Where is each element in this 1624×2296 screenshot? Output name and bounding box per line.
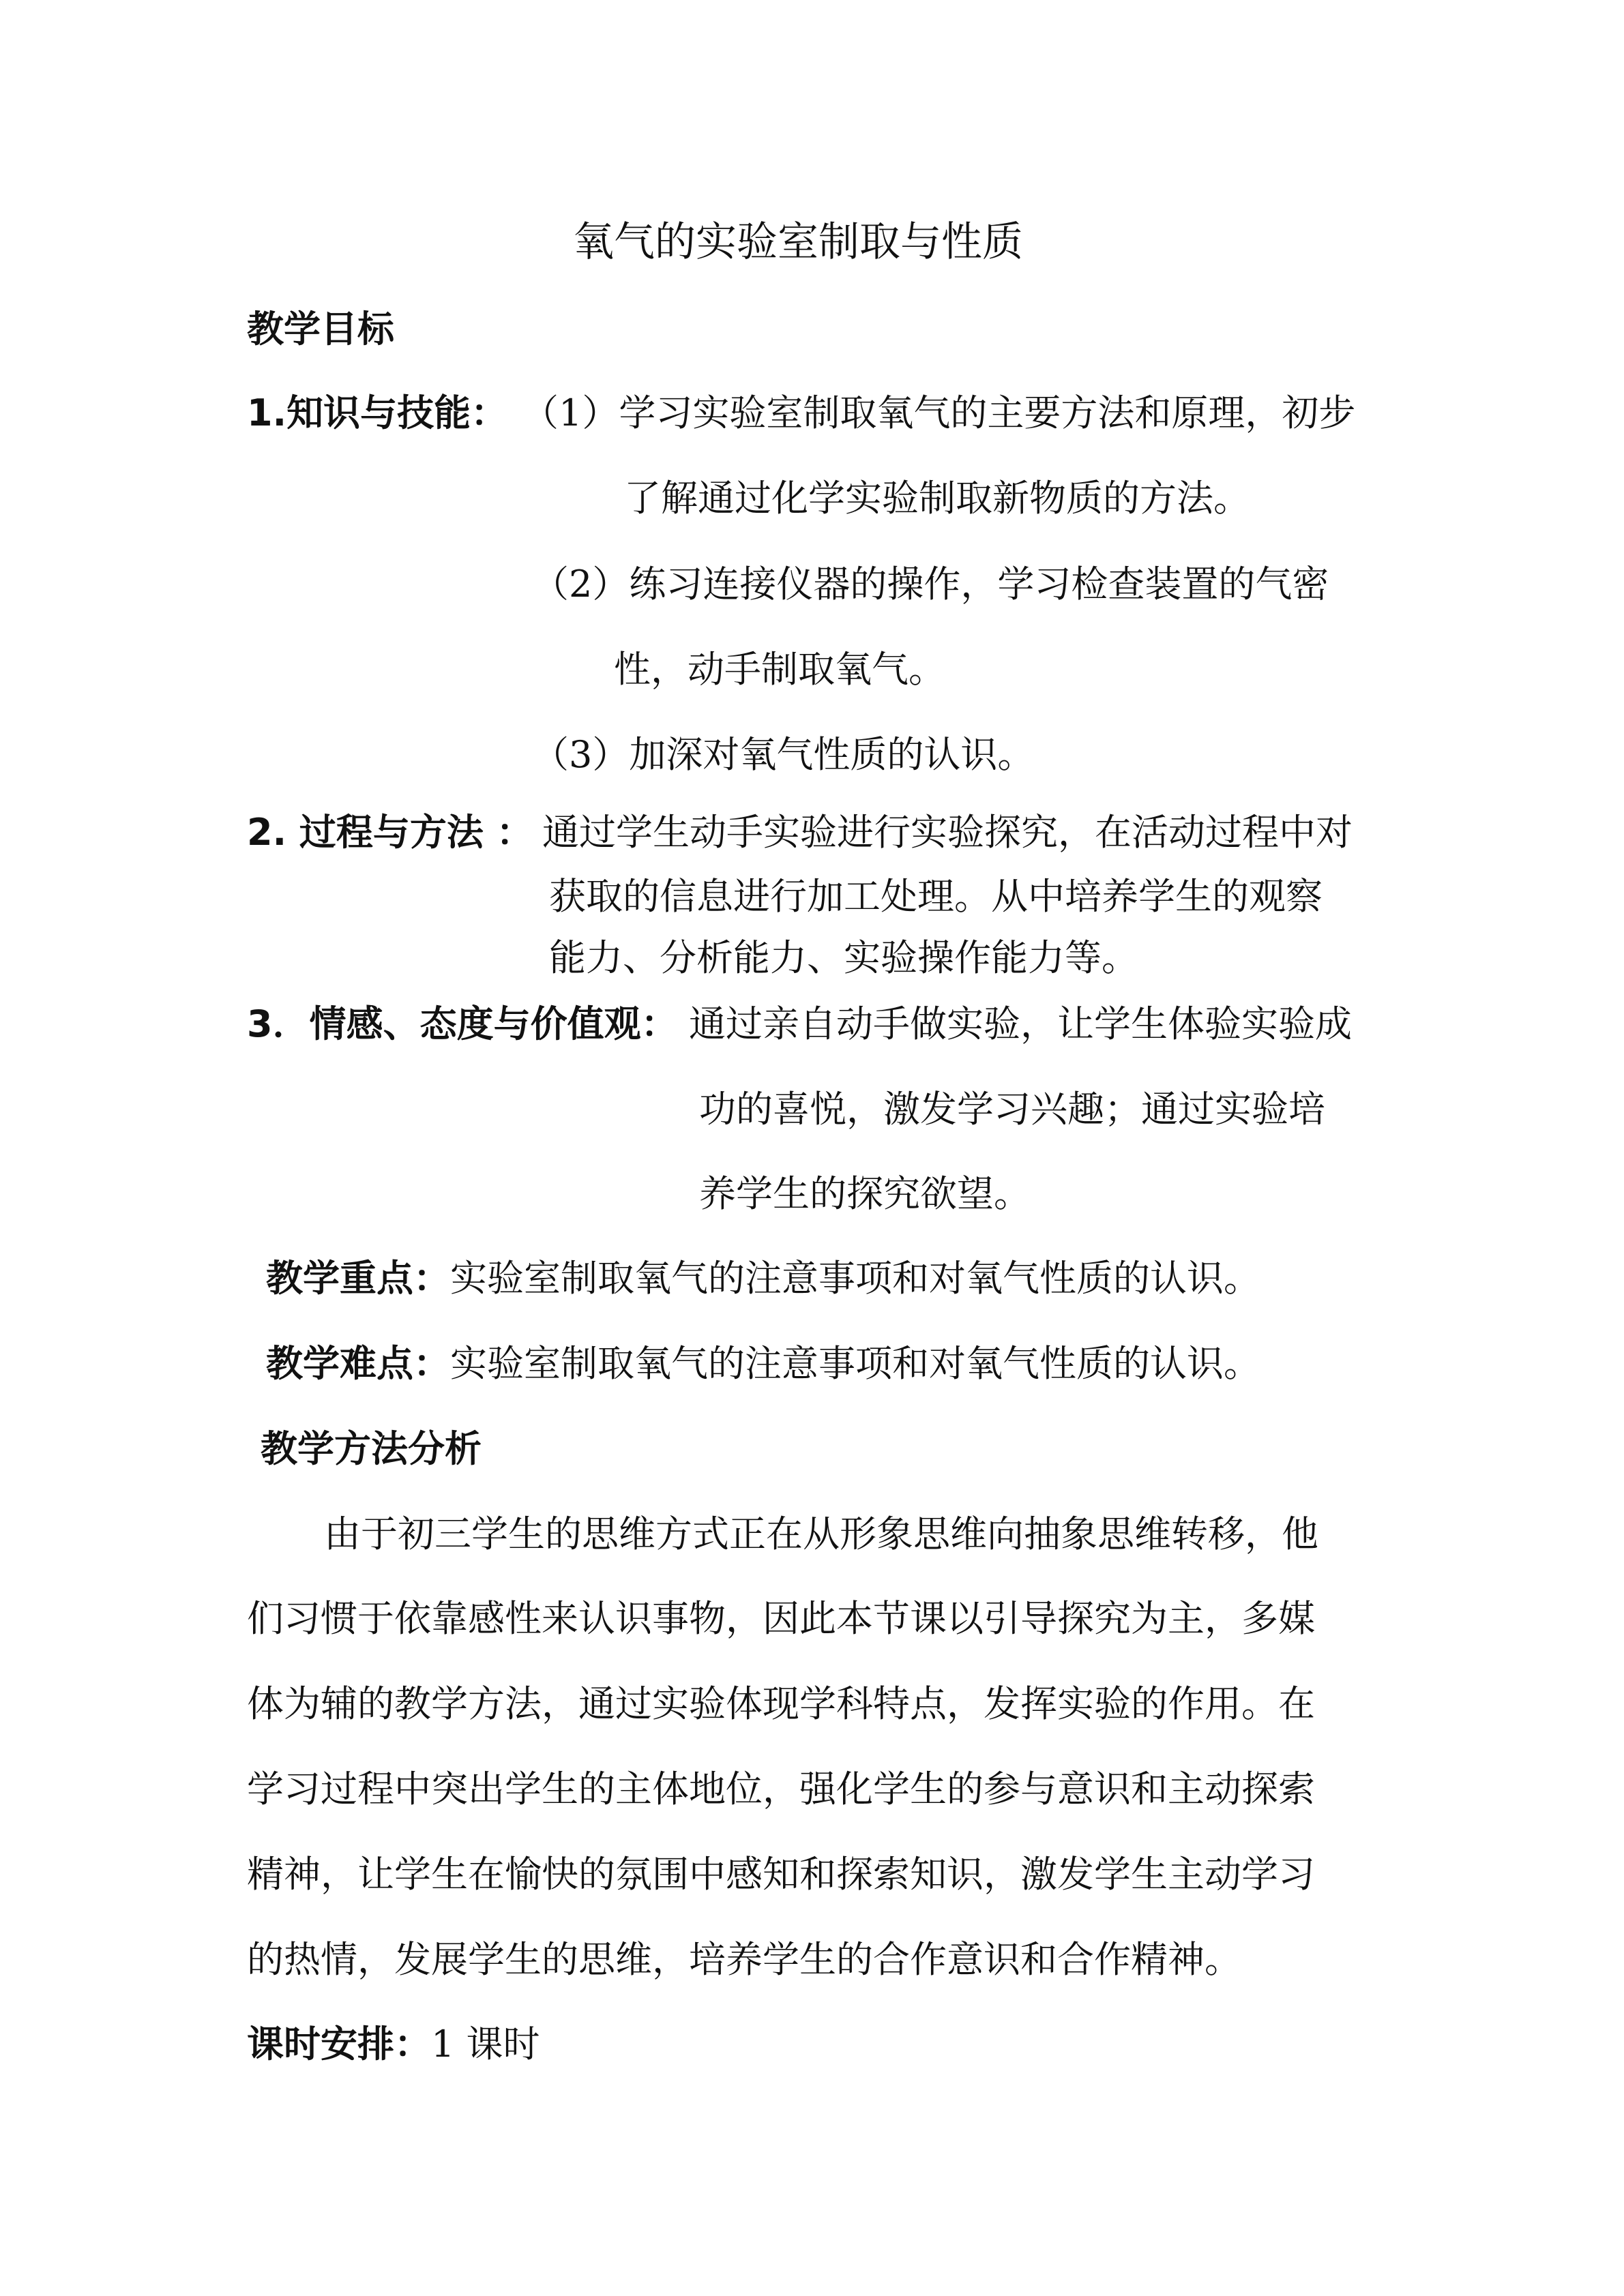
knowledge-item3: （3）加深对氧气性质的认识。 <box>532 733 1035 776</box>
method-line: 由于初三学生的思维方式正在从形象思维向抽象思维转移，他 <box>324 1512 1318 1555</box>
key-point-text: 实验室制取氧气的注意事项和对氧气性质的认识。 <box>450 1257 1260 1300</box>
key-point <box>266 1255 1260 1302</box>
method-line: 精神，让学生在愉快的氛围中感知和探索知识，激发学生主动学习 <box>247 1853 1315 1896</box>
schedule-label: 课时安排： <box>247 2023 431 2066</box>
schedule-text: 1 课时 <box>431 2023 540 2066</box>
process-line1: 通过学生动手实验进行实验探究，在活动过程中对 <box>542 811 1353 854</box>
emotion-line2: 功的喜悦，激发学习兴趣；通过实验培 <box>699 1088 1325 1131</box>
emotion-line3: 养学生的探究欲望。 <box>699 1172 1031 1215</box>
difficulty-label: 教学难点： <box>266 1342 450 1385</box>
key-point-label: 教学重点： <box>266 1257 450 1300</box>
emotion-line1: 通过亲自动手做实验，让学生体验实验成 <box>689 1002 1352 1045</box>
document-title: 氧气的实验室制取与性质 <box>573 218 1023 266</box>
difficulty-text: 实验室制取氧气的注意事项和对氧气性质的认识。 <box>450 1342 1260 1385</box>
method-heading: 教学方法分析 <box>261 1427 482 1470</box>
method-line: 体为辅的教学方法，通过实验体现学科特点，发挥实验的作用。在 <box>247 1682 1315 1725</box>
knowledge-item2-line2: 性，动手制取氧气。 <box>614 648 945 691</box>
difficulty <box>266 1340 1260 1388</box>
knowledge-item1-line1: （1）学习实验室制取氧气的主要方法和原理，初步 <box>522 391 1356 434</box>
knowledge-item2-line1: （2）练习连接仪器的操作，学习检查装置的气密 <box>532 563 1329 606</box>
schedule <box>247 2021 540 2068</box>
method-line: 学习过程中突出学生的主体地位，强化学生的参与意识和主动探索 <box>247 1768 1315 1810</box>
process-label: 2. 过程与方法 ： <box>247 811 533 854</box>
method-line: 的热情，发展学生的思维，培养学生的合作意识和合作精神。 <box>247 1938 1241 1981</box>
knowledge-item1-line2: 了解通过化学实验制取新物质的方法。 <box>624 477 1250 520</box>
method-line: 们习惯于依靠感性来认识事物，因此本节课以引导探究为主，多媒 <box>247 1597 1315 1640</box>
process-line2: 获取的信息进行加工处理。从中培养学生的观察 <box>549 875 1323 918</box>
goals-heading: 教学目标 <box>247 308 394 351</box>
process-line3: 能力、分析能力、实验操作能力等。 <box>549 936 1138 979</box>
knowledge-label: 1.知识与技能： <box>247 391 508 434</box>
emotion-label: 3．情感、态度与价值观： <box>247 1002 678 1045</box>
